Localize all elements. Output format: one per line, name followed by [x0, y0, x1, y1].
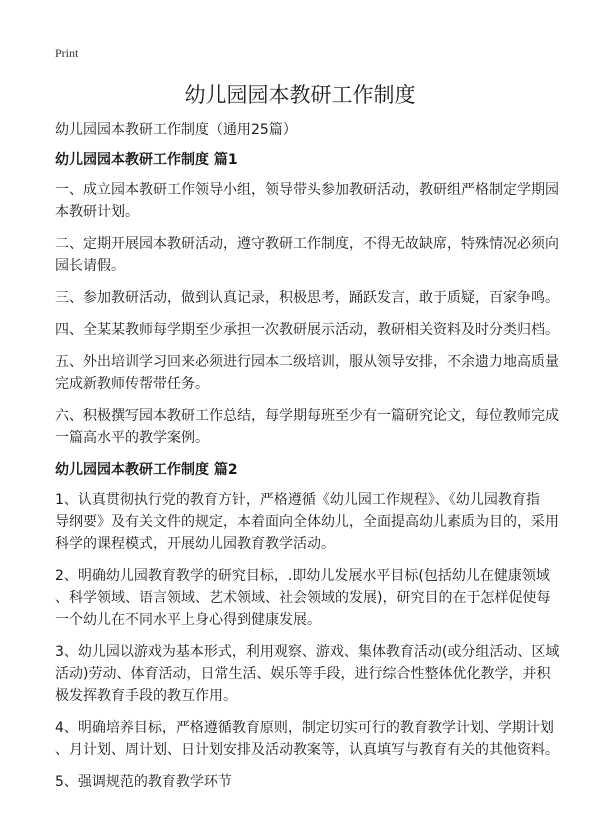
paragraph — [55, 641, 560, 707]
paragraph-line: 园长请假。 — [55, 258, 125, 274]
paragraph-line: 本教研计划。 — [55, 204, 139, 220]
paragraph-line: 五、外出培训学习回来必须进行园本二级培训，服从领导安排，不余遗力地高质量 — [55, 354, 559, 370]
paragraph-line: 极发挥教育手段的教互作用。 — [55, 688, 237, 704]
paragraph-line: 一个幼儿在不同水平上身心得到健康发展。 — [55, 612, 321, 628]
paragraph-line: 5、强调规范的教育教学环节 — [55, 774, 232, 790]
paragraph-line: 2、明确幼儿园教育教学的研究目标，.即幼儿发展水平目标(包括幼儿在健康领域 — [55, 568, 550, 584]
section-heading: 幼儿园园本教研工作制度 篇1 — [55, 152, 238, 168]
paragraph — [55, 405, 559, 449]
paragraph-line: 六、积极撰写园本教研工作总结，每学期每班至少有一篇研究论文，每位教师完成 — [55, 408, 559, 424]
paragraph-line: 、科学领域、语言领域、艺术领域、社会领域的发展)，研究目的在于怎样促使每 — [55, 590, 551, 606]
document-subtitle: 幼儿园园本教研工作制度（通用25篇） — [55, 122, 297, 138]
print-link[interactable]: Print — [55, 46, 79, 60]
paragraph-line: 导纲要》及有关文件的规定，本着面向全体幼儿，全面提高幼儿素质为目的，采用 — [55, 514, 559, 530]
paragraph — [55, 565, 555, 631]
paragraph — [55, 717, 559, 761]
paragraph-line: 3、幼儿园以游戏为基本形式，利用观察、游戏、集体教育活动(或分组活动、区域 — [55, 644, 560, 660]
paragraph — [55, 179, 559, 223]
paragraph-line: 三、参加教研活动，做到认真记录，积极思考，踊跃发言，敢于质疑，百家争鸣。 — [55, 290, 559, 306]
paragraph — [55, 489, 559, 555]
paragraph-line: 二、定期开展园本教研活动，遵守教研工作制度，不得无故缺席，特殊情况必须向 — [55, 236, 559, 252]
paragraph — [55, 771, 555, 793]
paragraph-line: 四、全某某教师每学期至少承担一次教研展示活动，教研相关资料及时分类归档。 — [55, 322, 559, 338]
paragraph-line: 一、成立园本教研工作领导小组，领导带头参加教研活动，教研组严格制定学期园 — [55, 182, 559, 198]
paragraph-line: 4、明确培养目标，严格遵循教育原则，制定切实可行的教育教学计划、学期计划 — [55, 720, 554, 736]
paragraph — [55, 351, 559, 395]
section-heading: 幼儿园园本教研工作制度 篇2 — [55, 462, 238, 478]
paragraph-line: 1、认真贯彻执行党的教育方针，严格遵循《幼儿园工作规程》、《幼儿园教育指 — [55, 492, 540, 508]
document-title: 幼儿园园本教研工作制度 — [184, 83, 416, 107]
paragraph — [55, 233, 559, 277]
paragraph-line: 完成新教师传帮带任务。 — [55, 376, 209, 392]
paragraph — [55, 287, 559, 309]
paragraph — [55, 319, 559, 341]
document-body — [55, 119, 560, 803]
paragraph-line: 科学的课程模式，开展幼儿园教育教学活动。 — [55, 536, 335, 552]
paragraph-line: 活动)劳动、体育活动，日常生活、娱乐等手段，进行综合性整体优化教学，并积 — [55, 666, 551, 682]
paragraph-line: 、月计划、周计划、日计划安排及活动教案等，认真填写与教育有关的其他资料。 — [55, 742, 559, 758]
paragraph-line: 一篇高水平的教学案例。 — [55, 430, 209, 446]
